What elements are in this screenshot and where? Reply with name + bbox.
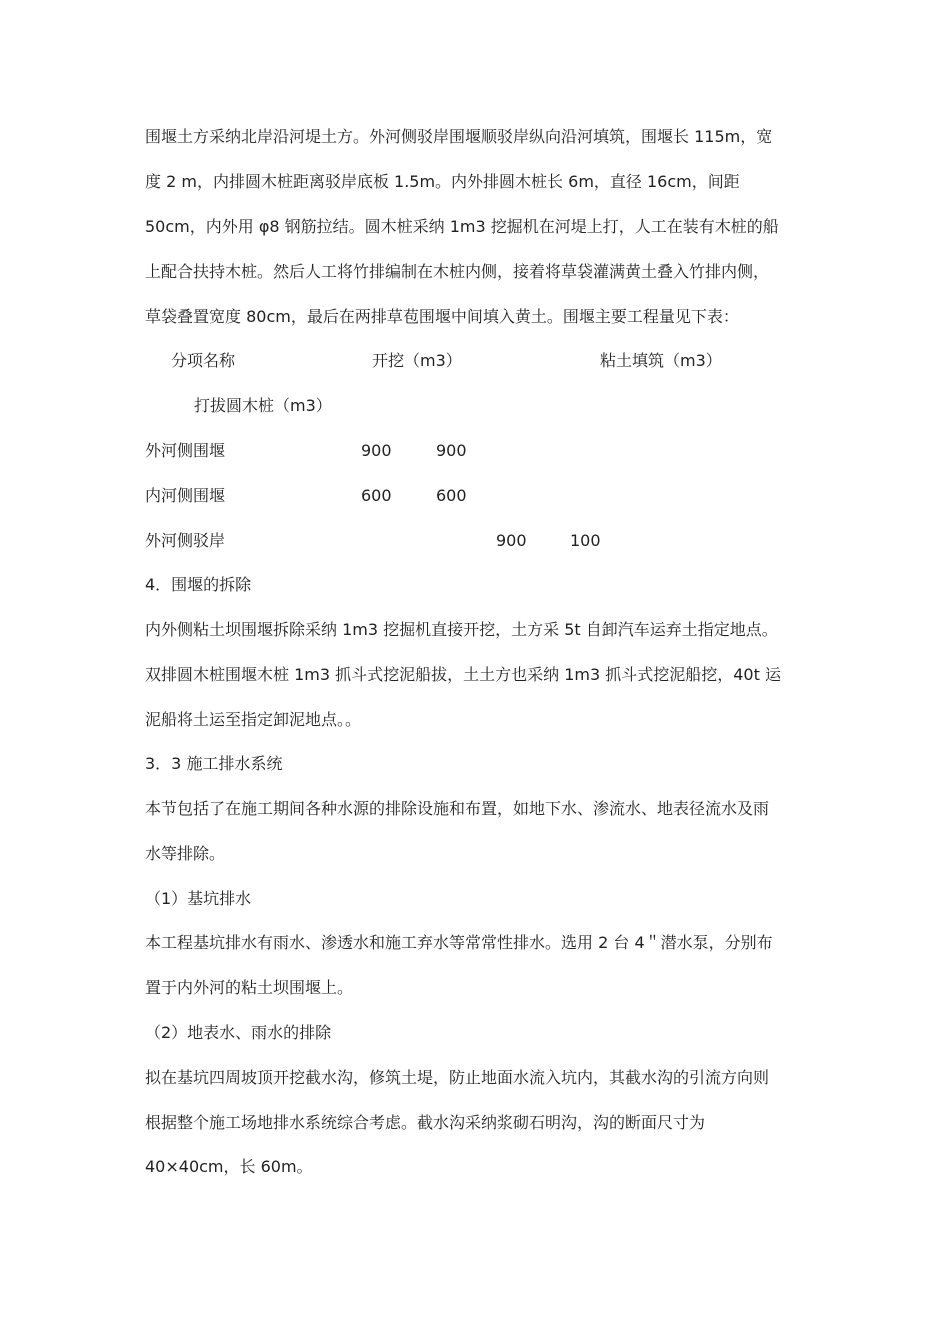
paragraph-line: 双排圆木桩围堰木桩 1m3 抓斗式挖泥船拔，土土方也采纳 1m3 抓斗式挖泥船挖，40t 运 xyxy=(145,665,781,684)
paragraph-line: 围堰土方采纳北岸沿河堤土方。外河侧驳岸围堰顺驳岸纵向沿河填筑，围堰长 115m，宽 xyxy=(145,127,773,146)
table-row-name: 外河侧围堰 xyxy=(145,441,226,460)
section-heading: 4．围堰的拆除 xyxy=(145,575,252,594)
paragraph-line: 本工程基坑排水有雨水、渗透水和施工弃水等常常性排水。选用 2 台 4＂潜水泵，分别布 xyxy=(145,933,773,952)
table-cell-value: 600 xyxy=(436,486,467,505)
table-header-item-name: 分项名称 xyxy=(171,351,236,370)
paragraph-line: 度 2 m，内排圆木桩距离驳岸底板 1.5m。内外排圆木桩长 6m，直径 16cm，间距 xyxy=(145,172,740,191)
paragraph-line: 40×40cm，长 60m。 xyxy=(145,1157,313,1176)
subsection-heading: （2）地表水、雨水的排除 xyxy=(145,1023,332,1042)
table-cell-value: 900 xyxy=(436,441,467,460)
paragraph-line: 拟在基坑四周坡顶开挖截水沟，修筑土堤，防止地面水流入坑内，其截水沟的引流方向则 xyxy=(145,1068,770,1087)
paragraph-line: 水等排除。 xyxy=(145,844,226,863)
paragraph-line: 置于内外河的粘土坝围堰上。 xyxy=(145,978,354,997)
table-row-name: 内河侧围堰 xyxy=(145,486,226,505)
paragraph-line: 内外侧粘土坝围堰拆除采纳 1m3 挖掘机直接开挖，土方采 5t 自卸汽车运弃土指定地点。 xyxy=(145,620,778,639)
table-header-pile: 打拔圆木桩（m3） xyxy=(194,396,332,415)
table-cell-value: 900 xyxy=(496,531,527,550)
subsection-heading: （1）基坑排水 xyxy=(145,889,252,908)
table-header-excavation: 开挖（m3） xyxy=(372,351,462,370)
table-cell-value: 600 xyxy=(361,486,392,505)
table-row-name: 外河侧驳岸 xyxy=(145,531,226,550)
paragraph-line: 50cm，内外用 φ8 钢筋拉结。圆木桩采纳 1m3 挖掘机在河堤上打，人工在装有木桩的船 xyxy=(145,217,779,236)
paragraph-line: 草袋叠置宽度 80cm，最后在两排草苞围堰中间填入黄土。围堰主要工程量见下表： xyxy=(145,307,739,326)
table-header-clay-fill: 粘土填筑（m3） xyxy=(600,351,722,370)
section-heading: 3．3 施工排水系统 xyxy=(145,754,283,773)
paragraph-line: 泥船将土运至指定卸泥地点。。 xyxy=(145,710,362,729)
table-cell-value: 900 xyxy=(361,441,392,460)
paragraph-line: 根据整个施工场地排水系统综合考虑。截水沟采纳浆砌石明沟，沟的断面尺寸为 xyxy=(145,1113,706,1132)
paragraph-line: 上配合扶持木桩。然后人工将竹排编制在木桩内侧，接着将草袋灌满黄土叠入竹排内侧， xyxy=(145,262,770,281)
paragraph-line: 本节包括了在施工期间各种水源的排除设施和布置，如地下水、渗流水、地表径流水及雨 xyxy=(145,799,770,818)
table-cell-value: 100 xyxy=(570,531,601,550)
